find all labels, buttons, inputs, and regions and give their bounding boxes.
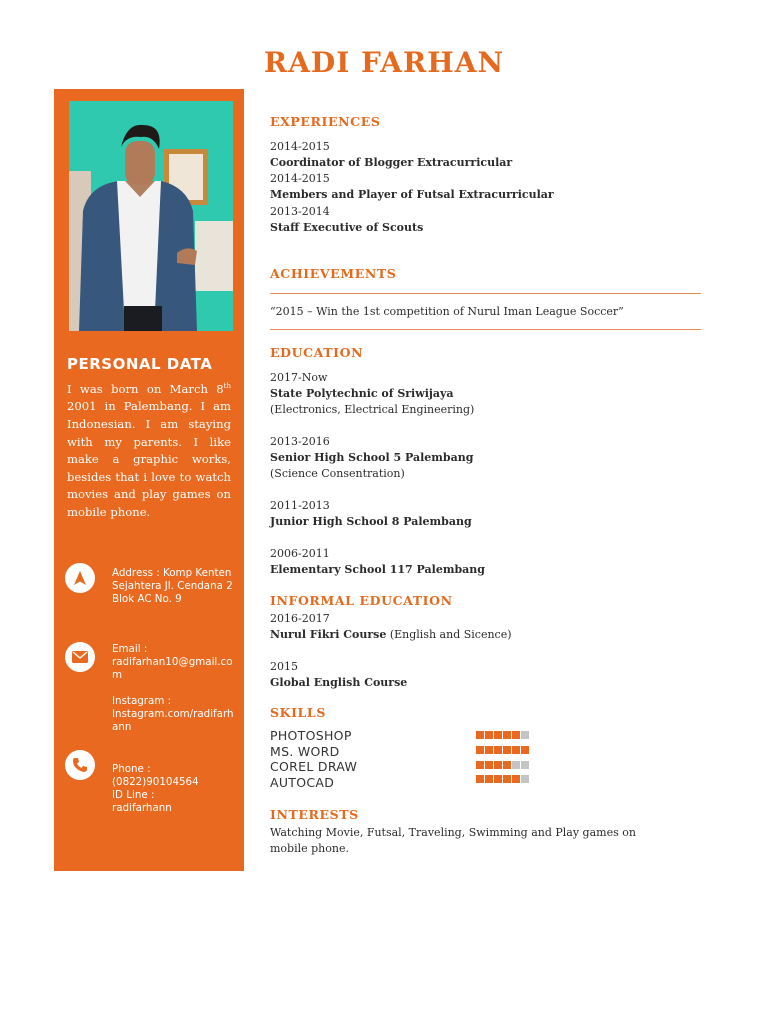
instagram-label: Instagram : [112,695,172,707]
skill-label: COREL DRAW [270,759,358,774]
skill-square-filled [503,731,511,739]
email-icon [65,642,95,672]
interests-title: INTERESTS [270,807,359,822]
address-text: Address : Komp Kenten Sejahtera Jl. Cendana 2 Blok AC No. 9 [112,567,233,605]
experience-role: Coordinator of Blogger Extracurricular [270,156,513,169]
education-years: 2011-2013 [270,499,330,512]
informal-course: Global English Course [270,676,408,689]
skill-square-empty [521,775,529,783]
skill-bar [476,761,529,769]
skill-square-filled [503,746,511,754]
skill-bar [476,746,529,754]
divider [270,293,701,294]
achievements-title: ACHIEVEMENTS [270,266,397,281]
personal-data-text: I was born on March 8th 2001 in Palembang. I am Indonesian. I am staying with my parents. I like make a graphic works, besides that i love to watch movies and play games on mobile phone. [67,381,231,520]
skills-title: SKILLS [270,705,326,720]
experiences-title: EXPERIENCES [270,114,381,129]
education-title: EDUCATION [270,345,364,360]
sidebar [54,89,244,871]
phone-text: (0822)90104564 [112,776,199,788]
divider [270,329,701,330]
education-detail: (Science Consentration) [270,467,405,480]
informal-course: Nurul Fikri Course (English and Sicence) [270,628,512,641]
experience-years: 2014-2015 [270,172,330,185]
interests-text: Watching Movie, Futsal, Traveling, Swimming and Play games on [270,826,636,839]
experience-years: 2013-2014 [270,205,330,218]
informal-years: 2015 [270,660,298,673]
skill-square-filled [494,775,502,783]
phone-icon [65,750,95,780]
skill-square-filled [485,731,493,739]
education-school: Elementary School 117 Palembang [270,563,485,576]
education-years: 2006-2011 [270,547,330,560]
personal-data-title: PERSONAL DATA [67,355,213,373]
skill-square-filled [485,746,493,754]
informal-years: 2016-2017 [270,612,330,625]
education-detail: (Electronics, Electrical Engineering) [270,403,475,416]
education-years: 2017-Now [270,371,328,384]
skill-label: PHOTOSHOP [270,728,352,743]
experience-years: 2014-2015 [270,140,330,153]
skill-square-filled [512,775,520,783]
skill-bar [476,775,529,783]
skill-square-filled [485,775,493,783]
skill-square-empty [521,761,529,769]
skill-square-filled [476,775,484,783]
skill-label: MS. WORD [270,744,340,759]
experience-role: Members and Player of Futsal Extracurricular [270,188,554,201]
skill-square-filled [503,775,511,783]
informal-education-title: INFORMAL EDUCATION [270,593,453,608]
skill-square-empty [521,731,529,739]
skill-label: AUTOCAD [270,775,335,790]
profile-photo [69,101,233,331]
skill-square-filled [512,746,520,754]
skill-square-filled [494,731,502,739]
skill-square-filled [476,731,484,739]
location-icon [65,563,95,593]
email-text[interactable]: radifarhan10@gmail.com [112,656,233,681]
skill-square-filled [521,746,529,754]
skill-square-filled [512,731,520,739]
line-label: ID Line : [112,789,155,801]
skill-square-filled [494,746,502,754]
line-text: radifarhann [112,802,172,814]
phone-label: Phone : [112,763,151,775]
instagram-text[interactable]: Instagram.com/radifarhann [112,708,234,733]
email-label: Email : [112,643,148,655]
education-school: Junior High School 8 Palembang [270,515,472,528]
experience-role: Staff Executive of Scouts [270,221,424,234]
skill-square-empty [512,761,520,769]
education-school: State Polytechnic of Sriwijaya [270,387,454,400]
skill-square-filled [485,761,493,769]
achievement-text: “2015 – Win the 1st competition of Nurul Iman League Soccer” [270,305,624,318]
skill-square-filled [494,761,502,769]
education-school: Senior High School 5 Palembang [270,451,474,464]
education-years: 2013-2016 [270,435,330,448]
skill-bar [476,731,529,739]
interests-text: mobile phone. [270,842,349,855]
skill-square-filled [476,761,484,769]
resume-name: RADI FARHAN [263,46,505,79]
skill-square-filled [476,746,484,754]
skill-square-filled [503,761,511,769]
